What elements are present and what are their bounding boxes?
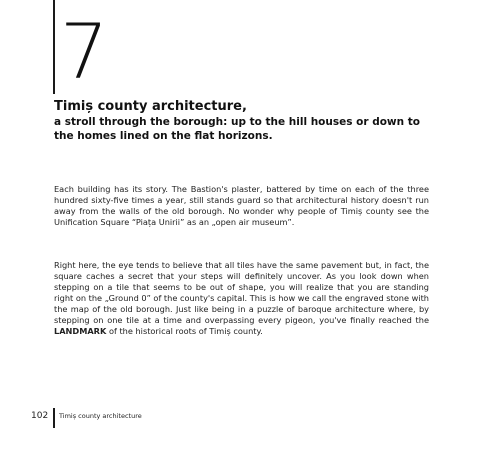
chapter-number: 7 <box>60 7 107 96</box>
chapter-divider-line <box>53 0 55 94</box>
body-paragraph-1: Each building has its story. The Bastion's plaster, battered by time on each of the three hundred sixty-five times a year, still stands guard so that architectural history doesn't run away from the walls of the old borough. No wonder why people of Timiș county see the Unification Square “Piața Unirii” as an „open air museum”. <box>54 184 429 228</box>
chapter-subtitle: a stroll through the borough: up to the hill houses or down to the homes lined on the flat horizons. <box>54 116 420 142</box>
page-number: 102 <box>31 411 49 421</box>
chapter-title: Timiș county architecture, <box>54 99 247 114</box>
body-paragraph-2-text-start: Right here, the eye tends to believe that all tiles have the same pavement but, in fact, the square caches a secret that your steps will definitely uncover. As you look down when stepping on a tile that seems to be out of shape, you will realize that you are standing right on the „Ground 0” of the county's capital. This is how we call the engraved stone with the map of the old borough. Just like being in a puzzle of baroque architecture where, by stepping on one tile at a time and overpassing every pigeon, you've finally reached the <box>54 260 429 326</box>
body-paragraph-2 <box>54 260 429 337</box>
running-title: Timiș county architecture <box>59 412 142 420</box>
landmark-emphasis: LANDMARK <box>54 326 107 337</box>
footer-divider-line <box>53 408 55 428</box>
body-paragraph-2-text-end: of the historical roots of Timiș county. <box>106 326 263 337</box>
